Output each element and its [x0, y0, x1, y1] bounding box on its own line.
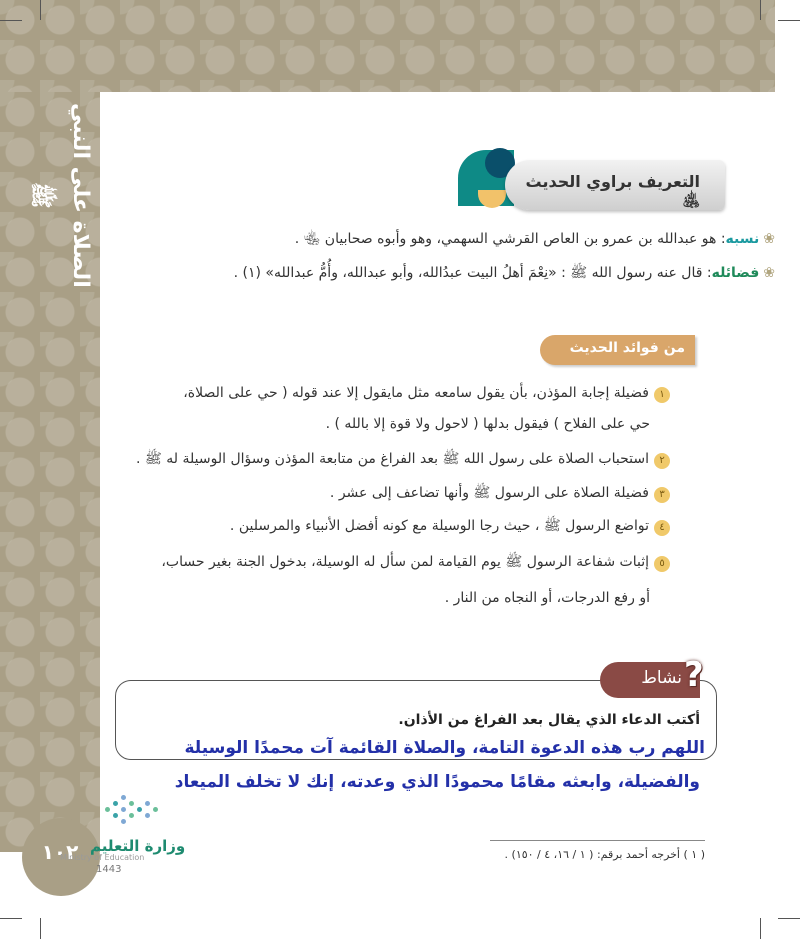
ministry-year: 1443 [96, 864, 122, 875]
list-item-continuation: حي على الفلاح ) فيقول بدلها ( لاحول ولا قوة إلا بالله ) . [325, 416, 650, 432]
question-mark-icon: ? [684, 655, 704, 695]
top-decorative-band [0, 0, 775, 92]
narrator-section-title: التعريف براوي الحديث ﵁ [525, 172, 700, 210]
flower-bullet-icon: ❀ [763, 265, 775, 281]
list-item-text: فضيلة إجابة المؤذن، بأن يقول سامعه مثل مايقول إلا عند قوله ( حي على الصلاة، [183, 385, 649, 401]
activity-label: نشاط [641, 668, 682, 688]
ministry-name-english: Ministry of Education [60, 853, 145, 862]
benefits-section-title: من فوائد الحديث [569, 340, 685, 356]
list-item-text: تواضع الرسول ﷺ ، حيث رجا الوسيلة مع كونه أفضل الأنبياء والمرسلين . [229, 518, 649, 534]
handwritten-answer-line: والفضيلة، وابعثه مقامًا محمودًا الذي وعدته، إنك لا تخلف الميعاد [174, 772, 700, 792]
crop-mark [0, 20, 22, 21]
crop-mark [0, 918, 22, 919]
crop-mark [40, 918, 41, 939]
list-item [110, 484, 670, 504]
virtues-label: فضائله [711, 265, 760, 281]
ministry-name-arabic: وزارة التعليم [90, 837, 186, 855]
sidebar-title: الصلاة على النبي ﷺ [28, 102, 93, 288]
virtues-line [135, 264, 775, 284]
list-item [110, 450, 670, 470]
flower-bullet-icon: ❀ [763, 231, 775, 247]
list-item [110, 517, 670, 537]
crop-mark [760, 0, 761, 20]
ministry-logo-icon [105, 795, 165, 825]
list-number-badge: ١ [654, 387, 670, 403]
activity-prompt: أكتب الدعاء الذي يقال بعد الفراغ من الأذان. [398, 712, 700, 728]
crop-mark [760, 918, 761, 939]
lineage-label: نسبه [725, 231, 760, 247]
lineage-text: : هو عبدالله بن عمرو بن العاص القرشي السهمي، وهو وأبوه صحابيان ﵄ . [294, 231, 726, 247]
list-item [110, 553, 670, 573]
lineage-line [135, 230, 775, 250]
crop-mark [40, 0, 41, 20]
virtues-text: : قال عنه رسول الله ﷺ : «نِعْمَ أهلُ البيت عبدُالله، وأبو عبدالله، وأُمُّ عبدالله» (١) . [233, 265, 712, 281]
list-item [110, 385, 670, 403]
list-number-badge: ٥ [654, 556, 670, 572]
list-item-text: فضيلة الصلاة على الرسول ﷺ وأنها تضاعف إلى عشر . [329, 485, 649, 501]
list-item-text: إثبات شفاعة الرسول ﷺ يوم القيامة لمن سأل له الوسيلة، بدخول الجنة بغير حساب، [161, 554, 649, 570]
list-number-badge: ٢ [654, 453, 670, 469]
crop-mark [778, 918, 800, 919]
list-item-text: استحباب الصلاة على رسول الله ﷺ بعد الفراغ من متابعة المؤذن وسؤال الوسيلة له ﷺ . [136, 451, 649, 467]
footnote: ( ١ ) أخرجه أحمد برقم: ( ١ / ١٦، ٤ / ١٥٠) . [504, 848, 705, 861]
handwritten-answer-line: اللهم رب هذه الدعوة التامة، والصلاة القائمة آت محمدًا الوسيلة [184, 738, 705, 758]
list-item-continuation: أو رفع الدرجات، أو النجاه من النار . [444, 590, 650, 606]
page-number: ١٠٢ [41, 840, 79, 864]
list-number-badge: ٣ [654, 487, 670, 503]
list-number-badge: ٤ [654, 520, 670, 536]
crop-mark [778, 20, 800, 21]
footnote-divider [490, 840, 705, 841]
